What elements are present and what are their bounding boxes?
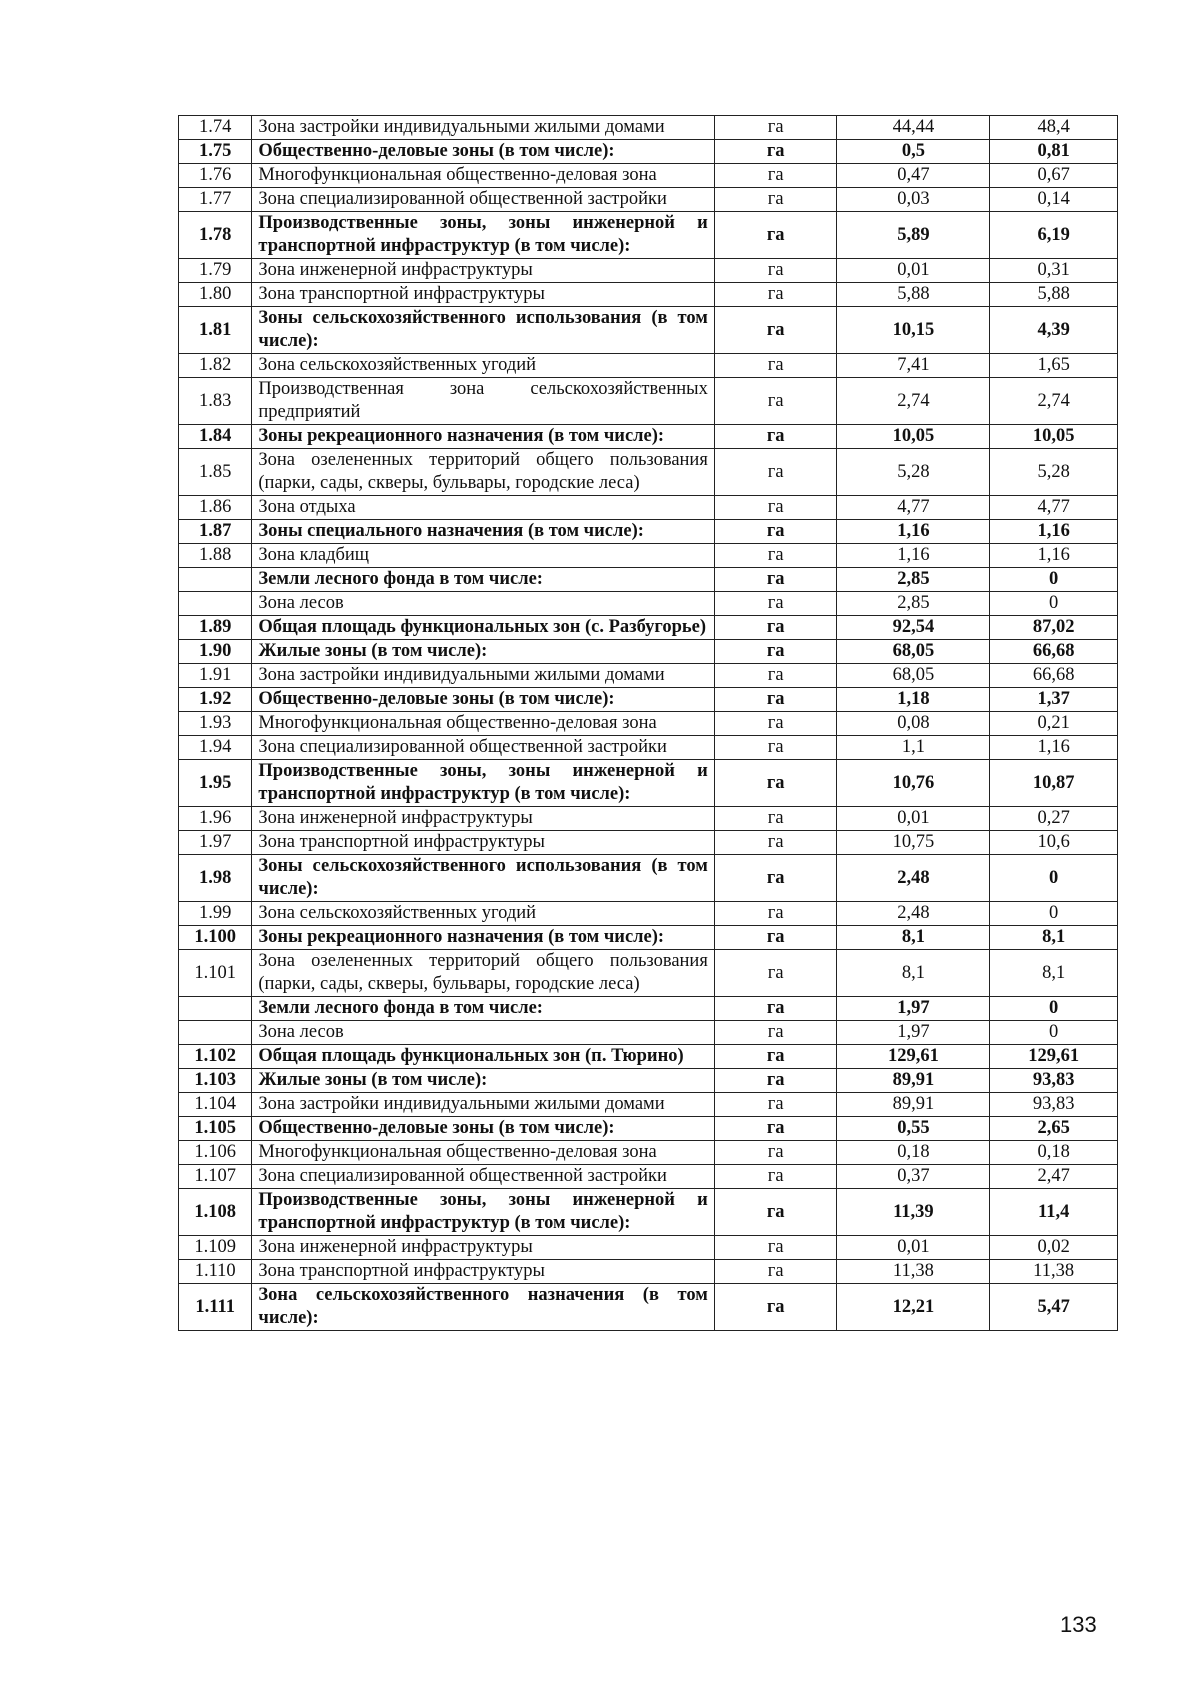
table-row xyxy=(179,1117,1118,1141)
value-existing-cell: 2,85 xyxy=(837,592,990,616)
row-number-cell: 1.91 xyxy=(179,664,252,688)
value-existing-cell: 2,48 xyxy=(837,902,990,926)
row-number-cell: 1.89 xyxy=(179,616,252,640)
row-number-cell: 1.75 xyxy=(179,140,252,164)
row-number-cell: 1.87 xyxy=(179,520,252,544)
value-planned-cell: 1,16 xyxy=(990,736,1118,760)
value-existing-cell: 0,01 xyxy=(837,259,990,283)
value-planned-cell: 8,1 xyxy=(990,926,1118,950)
table-row xyxy=(179,831,1118,855)
value-planned-cell: 10,87 xyxy=(990,760,1118,807)
zone-name-cell: Зона застройки индивидуальными жилыми домами xyxy=(252,664,714,688)
unit-cell: га xyxy=(714,1189,837,1236)
table-row xyxy=(179,1260,1118,1284)
table-row xyxy=(179,1093,1118,1117)
value-planned-cell: 0,14 xyxy=(990,188,1118,212)
value-existing-cell: 68,05 xyxy=(837,664,990,688)
unit-cell: га xyxy=(714,378,837,425)
row-number-cell: 1.84 xyxy=(179,425,252,449)
unit-cell: га xyxy=(714,712,837,736)
row-number-cell: 1.86 xyxy=(179,496,252,520)
unit-cell: га xyxy=(714,855,837,902)
unit-cell: га xyxy=(714,520,837,544)
zone-name-cell: Зона сельскохозяйственного назначения (в том числе): xyxy=(252,1284,714,1331)
unit-cell: га xyxy=(714,354,837,378)
zone-name-cell: Зона отдыха xyxy=(252,496,714,520)
unit-cell: га xyxy=(714,568,837,592)
unit-cell: га xyxy=(714,664,837,688)
zone-name-cell: Зона инженерной инфраструктуры xyxy=(252,259,714,283)
unit-cell: га xyxy=(714,1236,837,1260)
table-row xyxy=(179,188,1118,212)
row-number-cell: 1.108 xyxy=(179,1189,252,1236)
value-planned-cell: 0 xyxy=(990,592,1118,616)
zone-name-cell: Общественно-деловые зоны (в том числе): xyxy=(252,1117,714,1141)
row-number-cell: 1.106 xyxy=(179,1141,252,1165)
table-row xyxy=(179,140,1118,164)
row-number-cell: 1.85 xyxy=(179,449,252,496)
value-existing-cell: 1,16 xyxy=(837,520,990,544)
table-row xyxy=(179,449,1118,496)
value-existing-cell: 0,18 xyxy=(837,1141,990,1165)
table-row xyxy=(179,1045,1118,1069)
unit-cell: га xyxy=(714,807,837,831)
unit-cell: га xyxy=(714,1117,837,1141)
zone-name-cell: Зоны рекреационного назначения (в том числе): xyxy=(252,425,714,449)
zone-name-cell: Жилые зоны (в том числе): xyxy=(252,640,714,664)
table-row xyxy=(179,592,1118,616)
zone-name-cell: Зоны сельскохозяйственного использования (в том числе): xyxy=(252,307,714,354)
table-row xyxy=(179,164,1118,188)
zone-name-cell: Зона транспортной инфраструктуры xyxy=(252,1260,714,1284)
value-planned-cell: 0 xyxy=(990,902,1118,926)
unit-cell: га xyxy=(714,640,837,664)
table-row xyxy=(179,1189,1118,1236)
row-number-cell: 1.74 xyxy=(179,116,252,140)
value-existing-cell: 1,18 xyxy=(837,688,990,712)
table-row xyxy=(179,1284,1118,1331)
value-planned-cell: 10,05 xyxy=(990,425,1118,449)
unit-cell: га xyxy=(714,140,837,164)
table-row xyxy=(179,354,1118,378)
table-row xyxy=(179,664,1118,688)
row-number-cell xyxy=(179,568,252,592)
unit-cell: га xyxy=(714,449,837,496)
row-number-cell: 1.110 xyxy=(179,1260,252,1284)
value-existing-cell: 129,61 xyxy=(837,1045,990,1069)
value-existing-cell: 1,97 xyxy=(837,997,990,1021)
zone-name-cell: Зона озелененных территорий общего пользования (парки, сады, скверы, бульвары, городские леса) xyxy=(252,449,714,496)
value-existing-cell: 0,37 xyxy=(837,1165,990,1189)
value-planned-cell: 4,77 xyxy=(990,496,1118,520)
row-number-cell: 1.95 xyxy=(179,760,252,807)
table-row xyxy=(179,688,1118,712)
unit-cell: га xyxy=(714,1141,837,1165)
value-planned-cell: 0 xyxy=(990,855,1118,902)
value-planned-cell: 0,81 xyxy=(990,140,1118,164)
unit-cell: га xyxy=(714,164,837,188)
unit-cell: га xyxy=(714,307,837,354)
value-planned-cell: 1,16 xyxy=(990,544,1118,568)
value-existing-cell: 0,5 xyxy=(837,140,990,164)
zone-name-cell: Зона сельскохозяйственных угодий xyxy=(252,902,714,926)
unit-cell: га xyxy=(714,1069,837,1093)
value-planned-cell: 5,88 xyxy=(990,283,1118,307)
zone-name-cell: Производственные зоны, зоны инженерной и транспортной инфраструктур (в том числе): xyxy=(252,212,714,259)
unit-cell: га xyxy=(714,1165,837,1189)
value-existing-cell: 11,39 xyxy=(837,1189,990,1236)
zone-name-cell: Зона застройки индивидуальными жилыми домами xyxy=(252,116,714,140)
value-existing-cell: 44,44 xyxy=(837,116,990,140)
table-row xyxy=(179,1069,1118,1093)
unit-cell: га xyxy=(714,496,837,520)
zone-name-cell: Зона транспортной инфраструктуры xyxy=(252,831,714,855)
table-row xyxy=(179,378,1118,425)
table-row xyxy=(179,425,1118,449)
zone-name-cell: Зона инженерной инфраструктуры xyxy=(252,1236,714,1260)
unit-cell: га xyxy=(714,831,837,855)
zone-name-cell: Зона специализированной общественной застройки xyxy=(252,736,714,760)
value-planned-cell: 0 xyxy=(990,997,1118,1021)
row-number-cell: 1.102 xyxy=(179,1045,252,1069)
value-planned-cell: 1,16 xyxy=(990,520,1118,544)
table-row xyxy=(179,1141,1118,1165)
unit-cell: га xyxy=(714,188,837,212)
table-row xyxy=(179,736,1118,760)
table-row xyxy=(179,1165,1118,1189)
unit-cell: га xyxy=(714,259,837,283)
row-number-cell: 1.103 xyxy=(179,1069,252,1093)
value-existing-cell: 5,88 xyxy=(837,283,990,307)
value-planned-cell: 2,74 xyxy=(990,378,1118,425)
zone-name-cell: Общественно-деловые зоны (в том числе): xyxy=(252,688,714,712)
value-planned-cell: 66,68 xyxy=(990,664,1118,688)
value-existing-cell: 8,1 xyxy=(837,950,990,997)
row-number-cell: 1.109 xyxy=(179,1236,252,1260)
table-row xyxy=(179,760,1118,807)
unit-cell: га xyxy=(714,926,837,950)
value-planned-cell: 0,02 xyxy=(990,1236,1118,1260)
zone-name-cell: Общественно-деловые зоны (в том числе): xyxy=(252,140,714,164)
row-number-cell: 1.94 xyxy=(179,736,252,760)
row-number-cell: 1.111 xyxy=(179,1284,252,1331)
zone-name-cell: Многофункциональная общественно-деловая зона xyxy=(252,712,714,736)
row-number-cell: 1.81 xyxy=(179,307,252,354)
page-number: 133 xyxy=(1060,1612,1097,1637)
value-planned-cell: 2,47 xyxy=(990,1165,1118,1189)
row-number-cell: 1.98 xyxy=(179,855,252,902)
value-existing-cell: 1,97 xyxy=(837,1021,990,1045)
row-number-cell: 1.79 xyxy=(179,259,252,283)
row-number-cell: 1.77 xyxy=(179,188,252,212)
value-existing-cell: 0,03 xyxy=(837,188,990,212)
unit-cell: га xyxy=(714,1021,837,1045)
unit-cell: га xyxy=(714,902,837,926)
table-row xyxy=(179,902,1118,926)
table-row xyxy=(179,855,1118,902)
table-row xyxy=(179,568,1118,592)
row-number-cell: 1.97 xyxy=(179,831,252,855)
value-planned-cell: 0,31 xyxy=(990,259,1118,283)
zone-name-cell: Общая площадь функциональных зон (с. Разбугорье) xyxy=(252,616,714,640)
value-existing-cell: 10,76 xyxy=(837,760,990,807)
table-row xyxy=(179,616,1118,640)
table-row xyxy=(179,283,1118,307)
value-existing-cell: 11,38 xyxy=(837,1260,990,1284)
row-number-cell: 1.88 xyxy=(179,544,252,568)
value-existing-cell: 0,01 xyxy=(837,1236,990,1260)
unit-cell: га xyxy=(714,760,837,807)
value-existing-cell: 1,1 xyxy=(837,736,990,760)
unit-cell: га xyxy=(714,1045,837,1069)
value-planned-cell: 0,27 xyxy=(990,807,1118,831)
table-row xyxy=(179,950,1118,997)
zone-name-cell: Многофункциональная общественно-деловая зона xyxy=(252,164,714,188)
zone-name-cell: Зоны сельскохозяйственного использования (в том числе): xyxy=(252,855,714,902)
row-number-cell: 1.82 xyxy=(179,354,252,378)
value-existing-cell: 2,85 xyxy=(837,568,990,592)
row-number-cell xyxy=(179,997,252,1021)
value-existing-cell: 10,15 xyxy=(837,307,990,354)
value-existing-cell: 0,01 xyxy=(837,807,990,831)
value-planned-cell: 5,47 xyxy=(990,1284,1118,1331)
row-number-cell: 1.78 xyxy=(179,212,252,259)
value-existing-cell: 4,77 xyxy=(837,496,990,520)
table-row xyxy=(179,1236,1118,1260)
value-planned-cell: 93,83 xyxy=(990,1069,1118,1093)
value-planned-cell: 0,67 xyxy=(990,164,1118,188)
value-existing-cell: 89,91 xyxy=(837,1069,990,1093)
table-row xyxy=(179,307,1118,354)
zone-name-cell: Производственная зона сельскохозяйственных предприятий xyxy=(252,378,714,425)
unit-cell: га xyxy=(714,1093,837,1117)
row-number-cell xyxy=(179,1021,252,1045)
value-planned-cell: 11,4 xyxy=(990,1189,1118,1236)
value-existing-cell: 5,28 xyxy=(837,449,990,496)
unit-cell: га xyxy=(714,425,837,449)
row-number-cell: 1.83 xyxy=(179,378,252,425)
row-number-cell: 1.76 xyxy=(179,164,252,188)
value-planned-cell: 8,1 xyxy=(990,950,1118,997)
table-row xyxy=(179,997,1118,1021)
unit-cell: га xyxy=(714,688,837,712)
value-existing-cell: 0,55 xyxy=(837,1117,990,1141)
zone-name-cell: Производственные зоны, зоны инженерной и транспортной инфраструктур (в том числе): xyxy=(252,1189,714,1236)
zone-name-cell: Зона сельскохозяйственных угодий xyxy=(252,354,714,378)
zone-name-cell: Зоны специального назначения (в том числе): xyxy=(252,520,714,544)
value-existing-cell: 7,41 xyxy=(837,354,990,378)
row-number-cell xyxy=(179,592,252,616)
value-planned-cell: 1,37 xyxy=(990,688,1118,712)
value-planned-cell: 2,65 xyxy=(990,1117,1118,1141)
value-existing-cell: 10,05 xyxy=(837,425,990,449)
row-number-cell: 1.90 xyxy=(179,640,252,664)
unit-cell: га xyxy=(714,283,837,307)
unit-cell: га xyxy=(714,212,837,259)
value-planned-cell: 1,65 xyxy=(990,354,1118,378)
zone-name-cell: Зона специализированной общественной застройки xyxy=(252,1165,714,1189)
zone-name-cell: Земли лесного фонда в том числе: xyxy=(252,997,714,1021)
zone-name-cell: Зона озелененных территорий общего пользования (парки, сады, скверы, бульвары, городские леса) xyxy=(252,950,714,997)
value-existing-cell: 2,74 xyxy=(837,378,990,425)
zone-name-cell: Зона лесов xyxy=(252,1021,714,1045)
value-planned-cell: 0 xyxy=(990,568,1118,592)
unit-cell: га xyxy=(714,950,837,997)
row-number-cell: 1.107 xyxy=(179,1165,252,1189)
zones-table xyxy=(178,115,1118,1331)
value-existing-cell: 12,21 xyxy=(837,1284,990,1331)
zone-name-cell: Производственные зоны, зоны инженерной и транспортной инфраструктур (в том числе): xyxy=(252,760,714,807)
table-row xyxy=(179,1021,1118,1045)
table-row xyxy=(179,807,1118,831)
zone-name-cell: Жилые зоны (в том числе): xyxy=(252,1069,714,1093)
table-row xyxy=(179,520,1118,544)
unit-cell: га xyxy=(714,736,837,760)
table-row xyxy=(179,496,1118,520)
row-number-cell: 1.96 xyxy=(179,807,252,831)
zone-name-cell: Многофункциональная общественно-деловая зона xyxy=(252,1141,714,1165)
value-planned-cell: 4,39 xyxy=(990,307,1118,354)
value-planned-cell: 48,4 xyxy=(990,116,1118,140)
zone-name-cell: Зона застройки индивидуальными жилыми домами xyxy=(252,1093,714,1117)
zone-name-cell: Зона специализированной общественной застройки xyxy=(252,188,714,212)
zone-name-cell: Зоны рекреационного назначения (в том числе): xyxy=(252,926,714,950)
value-planned-cell: 0,18 xyxy=(990,1141,1118,1165)
zone-name-cell: Зона кладбищ xyxy=(252,544,714,568)
table-row xyxy=(179,544,1118,568)
value-existing-cell: 10,75 xyxy=(837,831,990,855)
zone-name-cell: Зона транспортной инфраструктуры xyxy=(252,283,714,307)
row-number-cell: 1.99 xyxy=(179,902,252,926)
value-planned-cell: 5,28 xyxy=(990,449,1118,496)
value-planned-cell: 0 xyxy=(990,1021,1118,1045)
zone-name-cell: Общая площадь функциональных зон (п. Тюрино) xyxy=(252,1045,714,1069)
table-row xyxy=(179,212,1118,259)
unit-cell: га xyxy=(714,997,837,1021)
table-row xyxy=(179,116,1118,140)
row-number-cell: 1.80 xyxy=(179,283,252,307)
value-existing-cell: 5,89 xyxy=(837,212,990,259)
row-number-cell: 1.105 xyxy=(179,1117,252,1141)
value-planned-cell: 10,6 xyxy=(990,831,1118,855)
row-number-cell: 1.104 xyxy=(179,1093,252,1117)
value-existing-cell: 68,05 xyxy=(837,640,990,664)
table-row xyxy=(179,712,1118,736)
value-planned-cell: 87,02 xyxy=(990,616,1118,640)
unit-cell: га xyxy=(714,592,837,616)
value-existing-cell: 1,16 xyxy=(837,544,990,568)
unit-cell: га xyxy=(714,1260,837,1284)
zone-name-cell: Зона инженерной инфраструктуры xyxy=(252,807,714,831)
row-number-cell: 1.93 xyxy=(179,712,252,736)
value-existing-cell: 8,1 xyxy=(837,926,990,950)
value-existing-cell: 89,91 xyxy=(837,1093,990,1117)
unit-cell: га xyxy=(714,116,837,140)
value-existing-cell: 0,47 xyxy=(837,164,990,188)
table-row xyxy=(179,259,1118,283)
value-planned-cell: 129,61 xyxy=(990,1045,1118,1069)
row-number-cell: 1.92 xyxy=(179,688,252,712)
value-planned-cell: 6,19 xyxy=(990,212,1118,259)
table-row xyxy=(179,640,1118,664)
value-planned-cell: 0,21 xyxy=(990,712,1118,736)
zones-table-body xyxy=(179,116,1118,1331)
row-number-cell: 1.100 xyxy=(179,926,252,950)
value-existing-cell: 0,08 xyxy=(837,712,990,736)
row-number-cell: 1.101 xyxy=(179,950,252,997)
value-existing-cell: 92,54 xyxy=(837,616,990,640)
value-planned-cell: 66,68 xyxy=(990,640,1118,664)
unit-cell: га xyxy=(714,544,837,568)
value-existing-cell: 2,48 xyxy=(837,855,990,902)
value-planned-cell: 11,38 xyxy=(990,1260,1118,1284)
table-row xyxy=(179,926,1118,950)
zone-name-cell: Земли лесного фонда в том числе: xyxy=(252,568,714,592)
unit-cell: га xyxy=(714,1284,837,1331)
zone-name-cell: Зона лесов xyxy=(252,592,714,616)
unit-cell: га xyxy=(714,616,837,640)
value-planned-cell: 93,83 xyxy=(990,1093,1118,1117)
